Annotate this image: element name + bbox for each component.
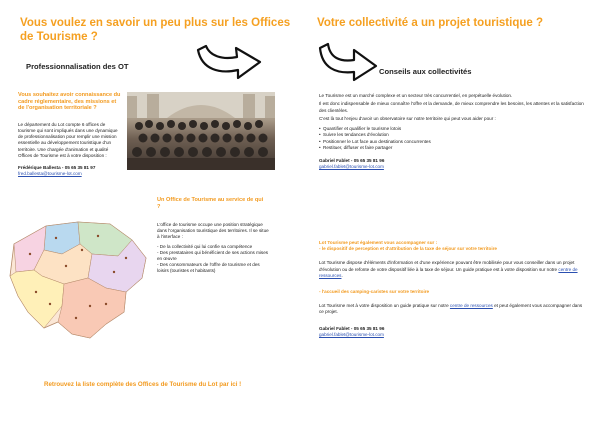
list-item: • Restituer, diffuser et faire partager	[319, 145, 587, 151]
list-item: • Suivre les tendances d'évolution	[319, 132, 587, 138]
right-title: Votre collectivité a un projet touristique ?	[317, 17, 543, 29]
left-title: Vous voulez en savoir un peu plus sur les Offices de Tourisme ?	[20, 17, 291, 43]
service-text: L'office de tourisme occupe une position stratégique dans l'organisation touristique des territoires. Il se situe à l'interface :	[157, 222, 269, 240]
left-heading: Professionnalisation des OT	[26, 62, 129, 71]
list-item: • Quantifier et qualifier le tourisme lotois	[319, 126, 587, 132]
info-text: Le département du Lot compte 6 offices de tourisme qui sont impliqués dans une dynamique de professionnalisation pour remplir une mission essentielle au développement touristique d'un territoire. Une chargée d'animation et qualité Offices de Tourisme est à votre disposition :	[18, 121, 118, 158]
info-heading: Vous souhaitez avoir connaissance du cadre réglementaire, des missions et de l'organisation territoriale ?	[18, 92, 121, 112]
accompany-subheading: - le dispositif de perception et d'attribution de la taxe de séjour sur votre territoire	[319, 246, 497, 252]
resources-link[interactable]: centre de ressources	[449, 303, 493, 309]
intro-text: Il est donc indispensable de mieux connaître l'offre et la demande, de mieux comprendre les besoins, les attentes et la satisfaction des clientèles.	[319, 101, 584, 113]
contact-name: Frédérique Ballesta - 05 65 35 81 97	[18, 165, 96, 170]
list-item: • Positionner le Lot face aux destinations concurrentes	[319, 139, 587, 145]
service-item: - Des consommateurs de l'offre de tourisme et des loisirs (touristes et habitants)	[157, 262, 260, 274]
service-heading: Un Office de Tourisme au service de qui ?	[157, 197, 264, 210]
observatory-list	[319, 126, 587, 151]
accompany-block	[319, 240, 587, 338]
camping-text: Lot Tourisme met à votre disposition un guide pratique sur notre centre de ressources et peut également vous accompagner dans ce projet.	[319, 303, 583, 315]
contact-email-link[interactable]: gabriel.fablet@tourisme-lot.com	[319, 164, 384, 170]
offices-list-link[interactable]: Retrouvez la liste complète des Offices de Tourisme du Lot par ici !	[44, 381, 242, 388]
contact-email-link[interactable]: fred.ballesta@tourisme-lot.com	[18, 171, 82, 177]
arrow-icon	[314, 40, 382, 84]
taxe-text: Lot Tourisme dispose d'éléments d'information et d'une expérience pouvant être mobilisée pour vous conseiller dans un projet d'évolution ou de refonte de votre dispositif liée à la taxe de séjour. Un guide pratique est à votre disposition sur notre centre de ressources.	[319, 260, 578, 278]
camping-heading: - l'accueil des camping-caristes sur votre territoire	[319, 289, 430, 295]
service-block	[157, 222, 269, 275]
arrow-icon	[192, 40, 266, 84]
service-item: - Des prestataires qui bénéficient de ses actions mises en œuvre	[157, 249, 269, 262]
group-photo-image	[127, 92, 275, 170]
info-column	[18, 92, 122, 177]
right-heading: Conseils aux collectivités	[379, 67, 472, 76]
contact-name: Gabriel Fablet - 05 65 35 81 96	[319, 158, 385, 163]
observatory-block	[319, 93, 587, 170]
group-photo	[127, 92, 275, 170]
accompany-heading: Lot Tourisme peut également vous accompagner sur :	[319, 240, 438, 245]
service-item: - De la collectivité qui lui confie sa compétence	[157, 243, 253, 249]
department-map	[6, 214, 152, 344]
contact-name: Gabriel Fablet - 05 65 35 81 96	[319, 325, 385, 331]
resources-link[interactable]: centre de ressources	[319, 266, 578, 278]
intro-text: C'est là tout l'enjeu d'avoir un observatoire sur notre territoire qui peut vous aider pour :	[319, 115, 496, 121]
intro-text: Le Tourisme est un marché complexe et un secteur très concurrentiel, en perpétuelle évolution.	[319, 93, 513, 98]
contact-email-link[interactable]: gabriel.fablet@tourisme-lot.com	[319, 331, 384, 337]
